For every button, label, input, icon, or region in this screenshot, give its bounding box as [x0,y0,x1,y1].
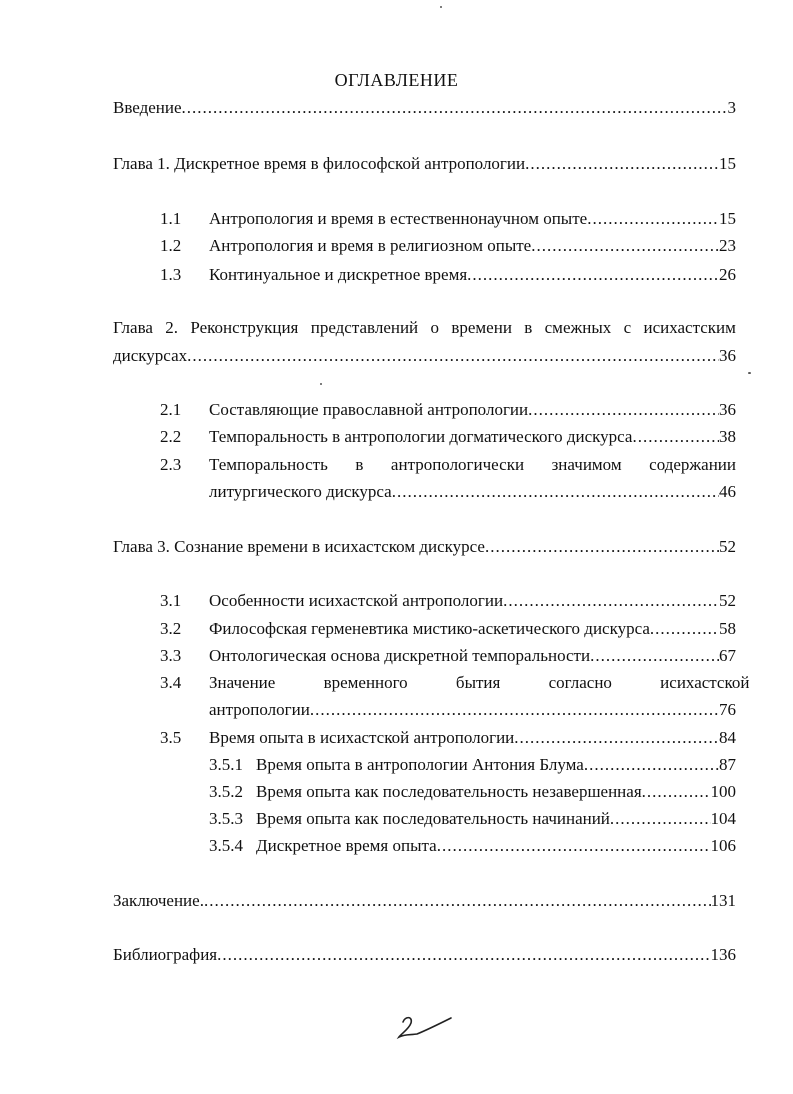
dot-leader [503,590,719,612]
dot-leader [467,264,719,286]
entry-page: 136 [710,945,736,964]
entry-text: антропологии [209,700,310,719]
entry-page: 104 [710,809,736,828]
dot-leader [392,481,719,503]
toc-entry-2-3-line1[interactable] [160,454,736,476]
entry-page: 58 [719,619,736,638]
entry-page: 52 [719,537,736,556]
entry-page: 46 [719,482,736,501]
section-number: 3.5.3 [209,809,243,828]
entry-text: Время опыта как последовательность незавершенная [256,782,642,801]
scan-speck [748,372,751,374]
dot-leader [531,235,719,257]
entry-page: 131 [710,891,736,910]
entry-text: Глава 2. Реконструкция представлений о времени в смежных с исихастским [113,318,736,337]
section-number: 3.3 [160,646,182,665]
scan-speck [320,383,322,385]
entry-page: 106 [710,836,736,855]
entry-page: 76 [719,700,736,719]
entry-text: Глава 3. Сознание времени в исихастском дискурсе [113,537,485,556]
entry-page: 15 [719,209,736,228]
dot-leader [650,618,719,640]
entry-page: 52 [719,591,736,610]
toc-entry-3-2[interactable] [160,618,736,640]
entry-page: 67 [719,646,736,665]
toc-entry-bibliography[interactable] [113,944,736,966]
entry-page: 15 [719,154,736,173]
dot-leader [204,890,711,912]
entry-text: Антропология и время в естественнонаучном опыте [209,209,588,228]
entry-page: 3 [727,98,736,117]
scan-speck [440,6,442,8]
dot-leader [610,808,711,830]
entry-page: 38 [719,427,736,446]
toc-entry-3-5-2[interactable] [209,781,736,803]
dot-leader [632,426,719,448]
entry-text: Особенности исихастской антропологии [209,591,504,610]
dot-leader [587,208,719,230]
toc-entry-3-5-1[interactable] [209,754,736,776]
page-title: ОГЛАВЛЕНИЕ [334,70,459,90]
entry-text: Заключение. [113,891,204,910]
entry-text: Библиография [113,945,218,964]
entry-text: Время опыта в исихастской антропологии [209,728,515,747]
entry-text: Дискретное время опыта [256,836,437,855]
entry-text: Темпоральность в антропологически значимом содержании [209,455,736,474]
entry-page: 36 [719,400,736,419]
entry-page: 23 [719,236,736,255]
toc-entry-3-3[interactable] [160,645,736,667]
dot-leader [437,835,711,857]
section-number: 3.5 [160,728,182,747]
section-number: 3.5.4 [209,836,243,855]
dot-leader [528,399,719,421]
dot-leader [525,153,719,175]
entry-text: Антропология и время в религиозном опыте [209,236,532,255]
dot-leader [182,97,728,119]
toc-entry-chapter-3[interactable] [113,536,736,558]
toc-entry-2-1[interactable] [160,399,736,421]
toc-entry-chapter-2-line2[interactable] [113,345,736,367]
section-number: 3.4 [160,673,182,692]
dot-leader [590,645,719,667]
entry-text: Значение временного бытия согласно исихастской [209,673,750,692]
entry-text: Время опыта в антропологии Антония Блума [256,755,584,774]
entry-page: 100 [710,782,736,801]
toc-entry-2-2[interactable] [160,426,736,448]
dot-leader [485,536,719,558]
section-number: 1.1 [160,209,182,228]
toc-entry-3-1[interactable] [160,590,736,612]
entry-text: Составляющие православной антропологии [209,400,529,419]
entry-text: Глава 1. Дискретное время в философской антропологии [113,154,526,173]
section-number: 3.5.2 [209,782,243,801]
entry-text: Онтологическая основа дискретной темпоральности [209,646,591,665]
entry-text: Философская герменевтика мистико-аскетического дискурса [209,619,650,638]
toc-entry-3-4-line2[interactable] [209,699,736,721]
entry-text: Введение [113,98,182,117]
toc-entry-3-5-3[interactable] [209,808,736,830]
section-number: 2.1 [160,400,182,419]
section-number: 2.2 [160,427,182,446]
section-number: 2.3 [160,455,182,474]
toc-entry-chapter-2-line1[interactable] [113,317,736,339]
toc-entry-3-5[interactable] [160,727,736,749]
handwritten-page-mark [395,1012,455,1042]
entry-text: литургического дискурса [209,482,392,501]
section-number: 1.2 [160,236,182,255]
section-number: 3.1 [160,591,182,610]
entry-page: 87 [719,755,736,774]
toc-entry-1-3[interactable] [160,264,736,286]
section-number: 3.5.1 [209,755,243,774]
dot-leader [642,781,711,803]
entry-text: Континуальное и дискретное время [209,265,468,284]
dot-leader [584,754,719,776]
entry-page: 84 [719,728,736,747]
dot-leader [217,944,710,966]
entry-text: Темпоральность в антропологии догматического дискурса [209,427,633,446]
toc-entry-chapter-1[interactable] [113,153,736,175]
toc-entry-3-5-4[interactable] [209,835,736,857]
section-number: 1.3 [160,265,182,284]
toc-entry-2-3-line2[interactable] [209,481,736,503]
dot-leader [514,727,719,749]
entry-text: Время опыта как последовательность начинаний [256,809,610,828]
entry-text: дискурсах [113,346,188,365]
entry-page: 36 [719,346,736,365]
toc-entry-conclusion[interactable] [113,890,736,912]
toc-entry-1-1[interactable] [160,208,736,230]
toc-entry-intro[interactable] [113,97,736,119]
dot-leader [310,699,719,721]
toc-entry-3-4-line1[interactable] [160,672,750,694]
entry-page: 26 [719,265,736,284]
section-number: 3.2 [160,619,182,638]
dot-leader [187,345,719,367]
toc-entry-1-2[interactable] [160,235,736,257]
